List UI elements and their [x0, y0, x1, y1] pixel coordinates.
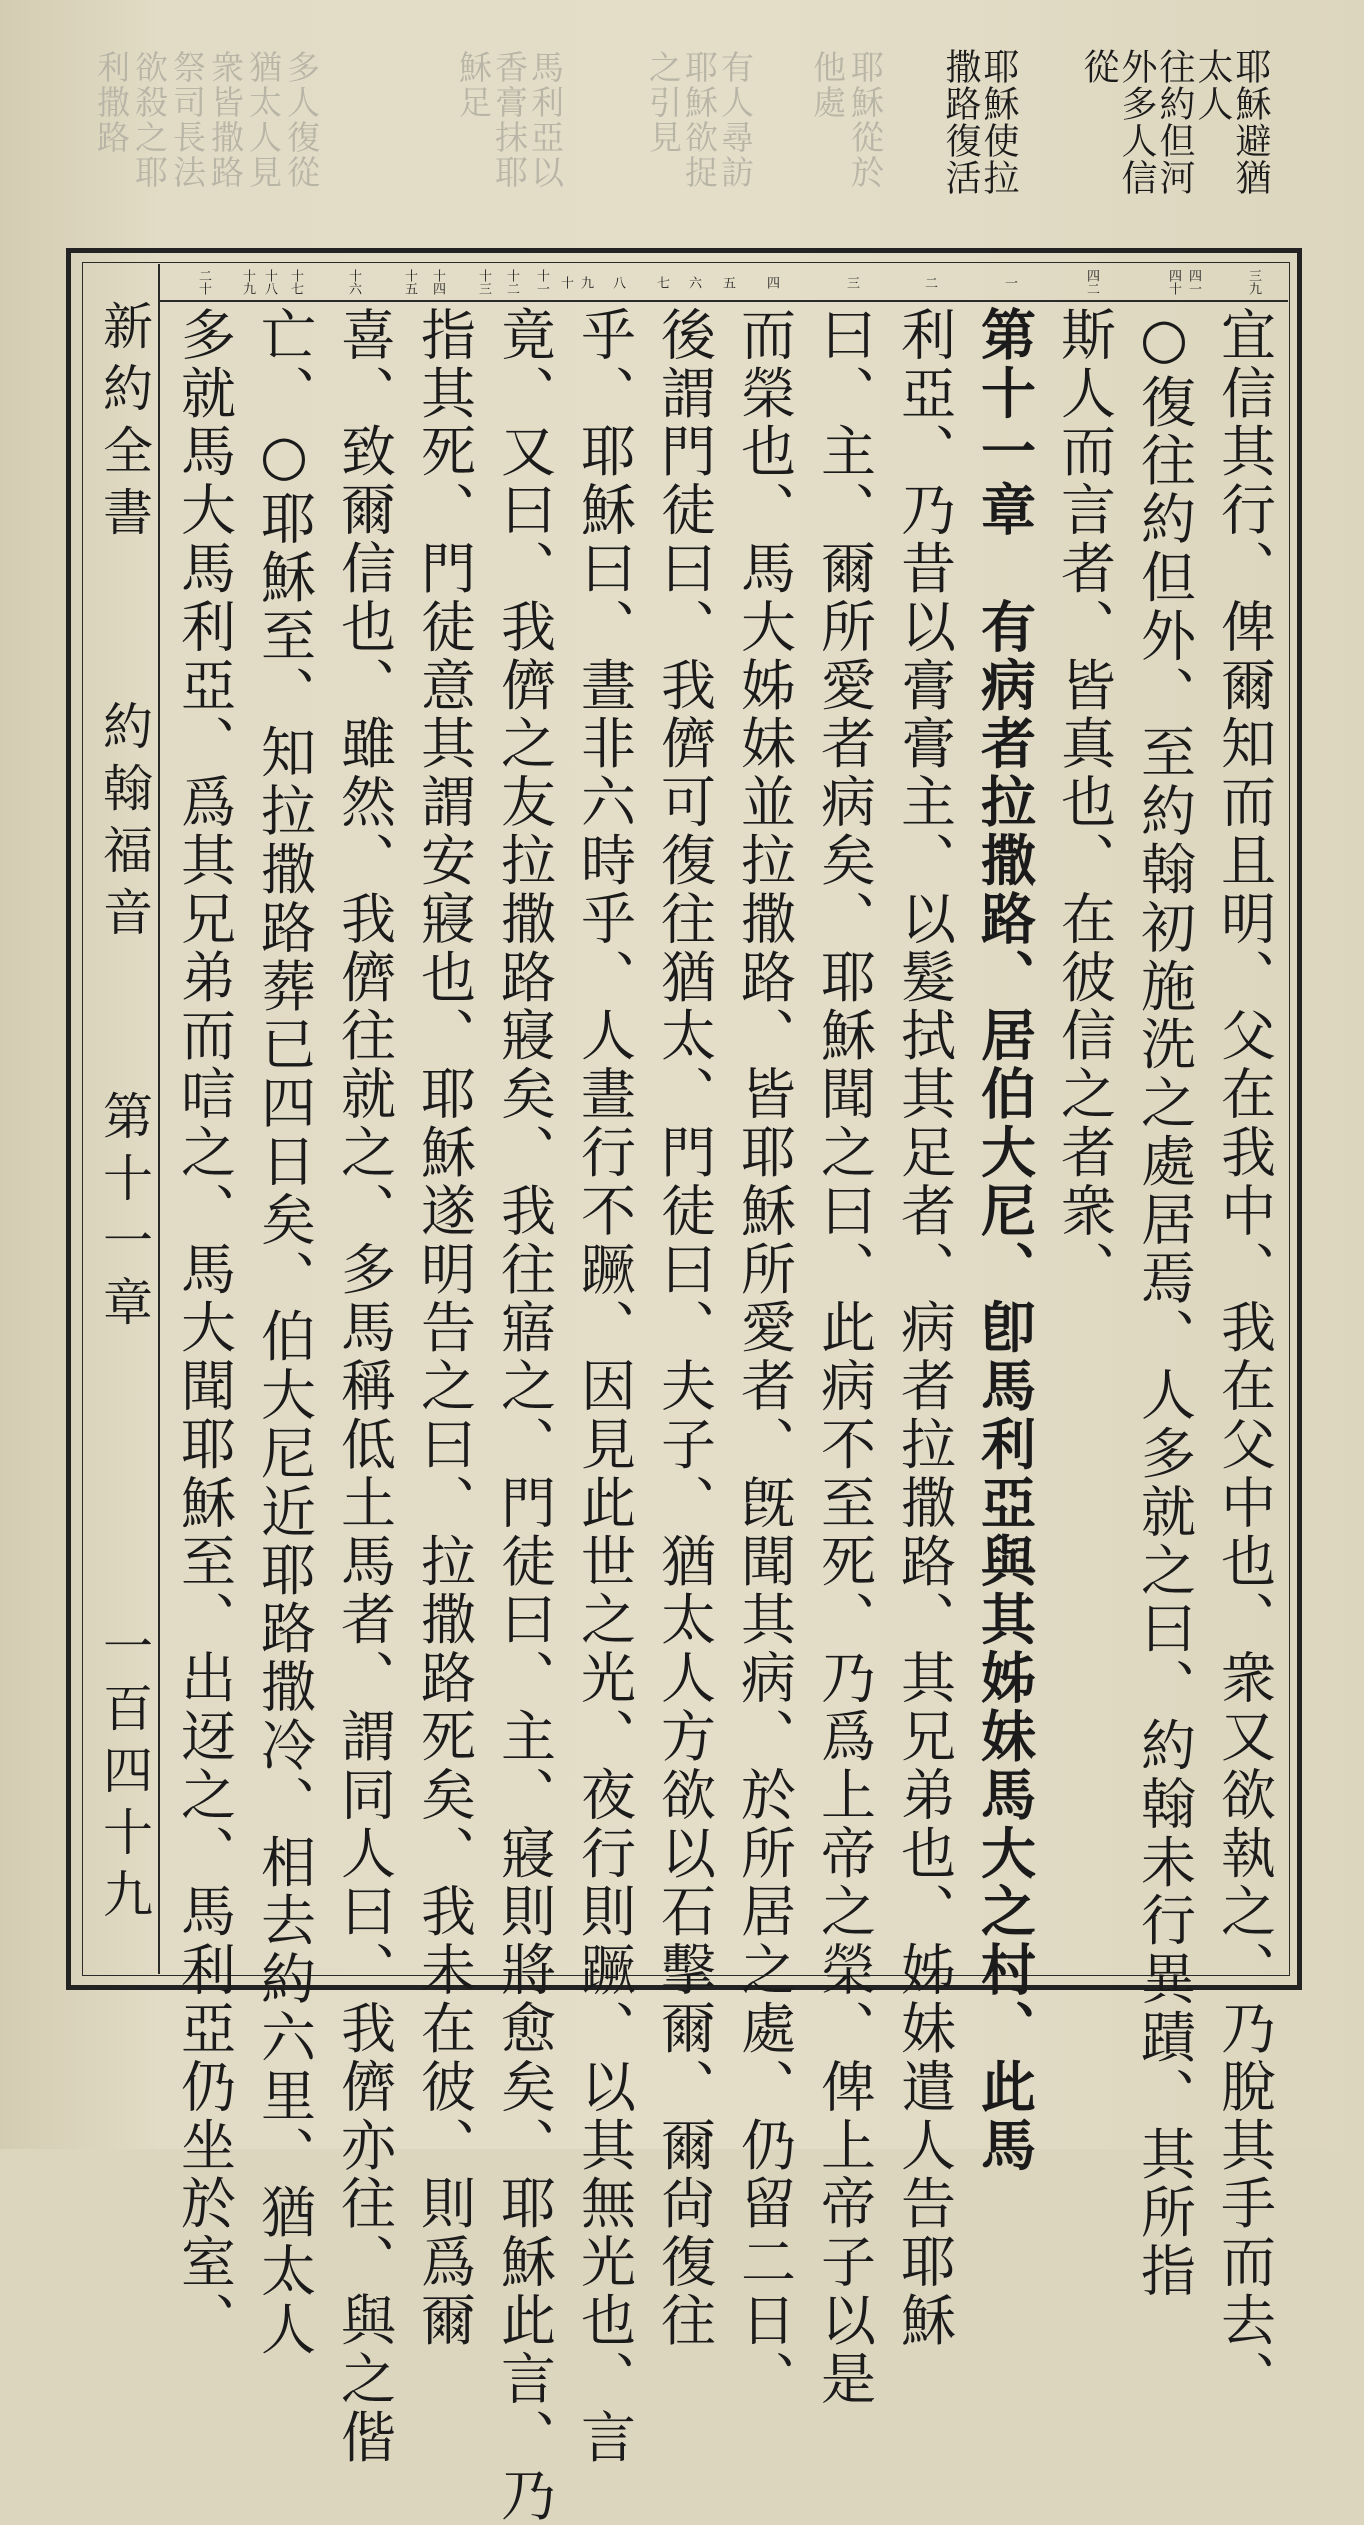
verse-number: 十六 — [346, 269, 361, 295]
top-summary-column: 從 — [1078, 48, 1119, 85]
verse-number: 十七 — [288, 269, 303, 295]
bleed-through-text: 欲殺之耶 — [130, 50, 169, 190]
main-text-column: 指其死、門徒意其謂安寢也、耶穌遂明告之曰、拉撒路死矣、我未在彼、則爲爾 — [412, 306, 476, 2350]
main-text-column: 亡、○耶穌至、知拉撒路葬已四日矣、伯大尼近耶路撒冷、相去約六里、猶太人 — [252, 306, 316, 2359]
chapter-heading: 第十一章 — [95, 1090, 153, 1338]
verse-number: 十九 — [240, 269, 255, 295]
page-number: 一百四十九 — [95, 1620, 153, 1930]
main-text-column: 斯人而言者、皆真也、在彼信之者衆、 — [1052, 306, 1116, 1299]
verse-number: 四 — [764, 275, 779, 289]
verse-number: 四十 — [1166, 269, 1181, 295]
verse-number: 八 — [610, 275, 625, 289]
bleed-through-text: 猶太人見 — [244, 50, 283, 190]
verse-number: 一 — [1002, 275, 1017, 289]
verse-number: 十 — [558, 275, 573, 289]
verse-number-rule — [160, 300, 1288, 302]
top-summary-column: 耶穌避猶 — [1230, 48, 1271, 196]
main-text-column: ○復往約但外、至約翰初施洗之處居焉、人多就之曰、約翰未行異蹟、其所指 — [1132, 306, 1196, 2301]
main-text-column: 第十一章 有病者拉撒路、居伯大尼、卽馬利亞與其姊妹馬大之村、此馬 — [972, 306, 1037, 2175]
verse-number: 六 — [686, 275, 701, 289]
verse-number: 十五 — [402, 269, 417, 295]
main-text-column: 多就馬大馬利亞、爲其兄弟而唁之、馬大聞耶穌至、出迓之、馬利亞仍坐於室、 — [172, 306, 236, 2350]
top-summary-column: 太人 — [1192, 48, 1233, 122]
gospel-title: 約翰福音 — [95, 700, 153, 948]
bleed-through-text: 衆皆撒路 — [206, 50, 245, 190]
bleed-through-text: 利撒路 — [92, 50, 131, 155]
bleed-through-text: 穌足 — [454, 50, 493, 120]
bleed-through-text: 耶穌從於 — [846, 50, 885, 190]
top-summary-column: 耶穌使拉 — [978, 48, 1019, 196]
verse-number: 九 — [578, 275, 593, 289]
verse-number: 七 — [654, 275, 669, 289]
top-summary-column: 往約但河 — [1154, 48, 1195, 196]
verse-number: 十四 — [430, 269, 445, 295]
bleed-through-text: 香膏抹耶 — [490, 50, 529, 190]
verse-number: 五 — [720, 275, 735, 289]
main-text-column: 乎、耶穌曰、晝非六時乎、人晝行不蹶、因見此世之光、夜行則蹶、以其無光也、言 — [572, 306, 636, 2467]
main-text-column: 宜信其行、俾爾知而且明、父在我中、我在父中也、衆又欲執之、乃脫其手而去、 — [1212, 306, 1276, 2409]
main-text-column: 而榮也、馬大姊妹並拉撒路、皆耶穌所愛者、旣聞其病、於所居之處、仍留二日、 — [732, 306, 796, 2409]
verse-number: 四一 — [1186, 269, 1201, 295]
verse-number: 十一 — [534, 269, 549, 295]
top-summary-column: 撒路復活 — [940, 48, 981, 196]
verse-number: 三九 — [1246, 269, 1261, 295]
bleed-through-text: 他處 — [808, 50, 847, 120]
verse-number: 二十 — [196, 269, 211, 295]
bleed-through-text: 祭司長法 — [168, 50, 207, 190]
bleed-through-text: 多人復從 — [282, 50, 321, 190]
bleed-through-text: 耶穌欲捉 — [680, 50, 719, 190]
bleed-through-text: 有人尋訪 — [716, 50, 755, 190]
main-text-column: 竟、又曰、我儕之友拉撒路寢矣、我往寤之、門徒曰、主、寢則將愈矣、耶穌此言、乃 — [492, 306, 556, 2525]
bleed-through-text: 之引見 — [644, 50, 683, 155]
verse-number: 十二 — [504, 269, 519, 295]
main-text-column: 曰、主、爾所愛者病矣、耶穌聞之曰、此病不至死、乃爲上帝之榮、俾上帝子以是 — [812, 306, 876, 2409]
main-text-column: 利亞、乃昔以膏膏主、以髮拭其足者、病者拉撒路、其兄弟也、姊妹遣人告耶穌 — [892, 306, 956, 2350]
verse-number: 二 — [922, 275, 937, 289]
verse-number: 三 — [844, 275, 859, 289]
bleed-through-text: 馬利亞以 — [526, 50, 565, 190]
verse-number: 四二 — [1084, 269, 1099, 295]
verse-number: 十八 — [262, 269, 277, 295]
main-text-column: 後謂門徒曰、我儕可復往猶太、門徒曰、夫子、猶太人方欲以石擊爾、爾尙復往 — [652, 306, 716, 2350]
book-title: 新約全書 — [95, 300, 153, 548]
main-text-column: 喜、致爾信也、雖然、我儕往就之、多馬稱低土馬者、謂同人曰、我儕亦往、與之偕 — [332, 306, 396, 2467]
top-summary-column: 外多人信 — [1116, 48, 1157, 196]
verse-number: 十三 — [476, 269, 491, 295]
